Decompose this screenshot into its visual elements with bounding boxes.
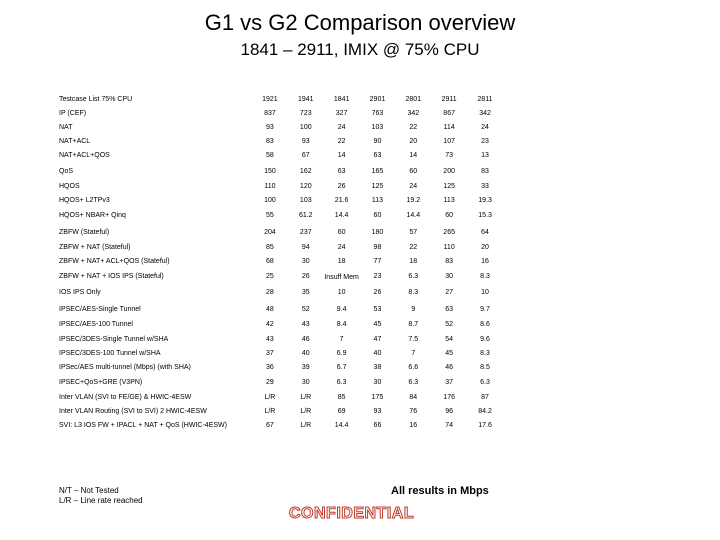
cell-value: 64 (481, 228, 489, 236)
row-label: HQOS+ NBAR+ Qinq (59, 212, 126, 219)
cell-value: 100 (264, 197, 276, 204)
row-label: IP (CEF) (59, 110, 87, 117)
cell-value: 18 (337, 258, 346, 265)
row-label: Inter VLAN (SVI to FE/GE) & HWIC-4ESW (59, 394, 192, 401)
table-header-row (59, 92, 503, 107)
cell-value: 76 (409, 408, 418, 415)
table-row (59, 194, 503, 208)
cell-value: 93 (266, 124, 274, 131)
cell-value: 6.6 (408, 364, 419, 371)
cell-value: 94 (301, 244, 310, 251)
cell-value: 342 (479, 110, 491, 117)
cell-value: 8.6 (480, 321, 490, 328)
row-label: IPSEC+QoS+GRE (V3PN) (59, 379, 143, 386)
cell-value: 175 (371, 394, 384, 401)
cell-value: 69 (337, 408, 346, 415)
cell-value: 63 (373, 152, 382, 159)
cell-value: 24 (337, 244, 346, 251)
table-row (59, 269, 503, 285)
table-row (59, 332, 503, 347)
cell-value: 26 (337, 183, 346, 190)
row-label: NAT+ACL (59, 138, 91, 145)
cell-value: 8.3 (480, 273, 490, 280)
cell-value: 18 (409, 258, 418, 265)
cell-value: 22 (409, 124, 418, 131)
cell-value: 55 (266, 212, 274, 219)
cell-value: 16 (409, 422, 418, 429)
header-model: 2801 (405, 95, 422, 103)
row-label: Inter VLAN Routing (SVI to SVI) 2 HWIC-4ESW (59, 408, 207, 415)
cell-value: 87 (481, 394, 489, 401)
cell-value: L/R (264, 408, 276, 415)
cell-value: 45 (373, 321, 382, 328)
cell-value: 19.2 (406, 197, 421, 204)
cell-value: 7 (339, 335, 344, 343)
header-model: 2901 (369, 95, 386, 103)
header-model: 2911 (441, 95, 457, 103)
cell-value: 763 (371, 110, 384, 117)
cell-value: 85 (266, 244, 274, 251)
row-label: HQOS (59, 183, 80, 190)
row-label: IPSEC/AES-100 Tunnel (59, 321, 133, 328)
cell-value: 43 (301, 321, 310, 328)
cell-value: 52 (301, 305, 310, 313)
table-row (59, 208, 503, 224)
cell-value: 8.7 (408, 321, 419, 328)
cell-value: 165 (371, 167, 384, 175)
cell-value: 342 (407, 110, 420, 117)
cell-value: 327 (335, 110, 348, 117)
cell-value: 25 (266, 273, 274, 280)
cell-value: 96 (445, 408, 454, 415)
cell-value: 14 (337, 152, 346, 159)
row-label: SVI: L3 IOS FW + IPACL + NAT + QoS (HWIC-4ESW) (59, 422, 227, 429)
cell-value: 46 (301, 335, 310, 343)
cell-value: 83 (481, 167, 489, 175)
cell-value: 83 (445, 258, 454, 265)
cell-value: 16 (481, 258, 489, 265)
cell-value: 180 (371, 228, 384, 236)
cell-value: 9.4 (336, 305, 347, 313)
table-row (59, 121, 503, 135)
table-row (59, 301, 503, 318)
cell-value: 107 (443, 138, 455, 145)
cell-value: 26 (373, 289, 382, 296)
footnote-line-rate: L/R – Line rate reached (59, 496, 143, 505)
cell-value: 10 (337, 289, 346, 296)
row-label: HQOS+ L2TPv3 (59, 197, 110, 204)
cell-value: 8.4 (336, 321, 347, 328)
cell-value: 30 (301, 258, 310, 265)
cell-value: 103 (299, 197, 312, 204)
cell-value: 48 (266, 305, 274, 313)
row-label: IPSEC/3DES-100 Tunnel w/SHA (59, 350, 161, 357)
table-row (59, 405, 503, 419)
cell-value: 35 (301, 289, 310, 296)
header-model: 1921 (262, 95, 278, 103)
row-label: ZBFW + NAT + IOS IPS (Stateful) (59, 273, 164, 280)
row-label: NAT (59, 124, 73, 131)
cell-value: 52 (445, 321, 454, 328)
table-row (59, 255, 503, 269)
cell-value: 33 (481, 183, 489, 190)
cell-value: 200 (443, 167, 455, 175)
cell-value: 23 (373, 273, 382, 280)
cell-value: 14.4 (406, 212, 421, 219)
row-label: NAT+ACL+QOS (59, 152, 110, 159)
table-row (59, 375, 503, 391)
cell-value: 162 (299, 167, 312, 175)
cell-value: 113 (371, 197, 384, 204)
cell-value: 8.3 (408, 289, 419, 296)
table-row (59, 347, 503, 361)
cell-value: 114 (443, 124, 455, 131)
header-testcase: Testcase List 75% CPU (59, 95, 133, 103)
cell-value: 40 (301, 350, 310, 357)
cell-value: 100 (299, 124, 312, 131)
cell-value: 84 (409, 394, 418, 401)
cell-value: 14.4 (334, 422, 349, 429)
cell-value: 10 (481, 289, 489, 296)
cell-value: 19.3 (478, 197, 492, 204)
cell-value: 29 (266, 379, 274, 386)
cell-value: 63 (337, 167, 346, 175)
table-row (59, 224, 503, 241)
results-unit-note: All results in Mbps (391, 485, 489, 497)
table-row (59, 149, 503, 163)
row-label: IPSEC/AES-Single Tunnel (59, 305, 141, 313)
table-row (59, 241, 503, 255)
cell-value: 37 (445, 379, 454, 386)
table-row (59, 107, 503, 121)
cell-value: 6.3 (408, 379, 419, 386)
cell-value: 57 (409, 228, 418, 236)
cell-value: 74 (445, 422, 454, 429)
cell-value: 125 (443, 183, 455, 190)
table-row (59, 361, 503, 375)
confidential-stamp: CONFIDENTIAL (289, 505, 415, 522)
cell-value: 66 (373, 422, 382, 429)
cell-value: 38 (373, 364, 382, 371)
cell-value: 61.2 (298, 212, 313, 219)
cell-value: 13 (481, 152, 489, 159)
cell-value: 8.3 (480, 350, 490, 357)
cell-value: 93 (373, 408, 382, 415)
cell-value: 45 (445, 350, 454, 357)
cell-value: 22 (409, 244, 418, 251)
table-row (59, 285, 503, 301)
cell-value: 837 (264, 110, 276, 117)
cell-value: 24 (337, 124, 346, 131)
cell-value: 30 (301, 379, 310, 386)
row-label: IPSec/AES multi-tunnel (Mbps) (with SHA) (59, 364, 191, 371)
cell-value: 176 (443, 394, 455, 401)
cell-value: 22 (337, 138, 346, 145)
cell-value: 21.6 (334, 197, 349, 204)
cell-value: 68 (266, 258, 274, 265)
cell-value: 6.9 (336, 350, 347, 357)
row-label: QoS (59, 167, 74, 175)
cell-value: 60 (337, 228, 346, 236)
cell-value: 20 (481, 244, 489, 251)
cell-value: L/R (264, 394, 276, 401)
cell-value: 84.2 (478, 408, 492, 415)
table-row (59, 419, 503, 433)
row-label: ZBFW (Stateful) (59, 228, 110, 236)
cell-value: 53 (373, 305, 382, 313)
cell-value: L/R (300, 422, 312, 429)
cell-value: 110 (443, 244, 455, 251)
cell-value: 120 (299, 183, 312, 190)
cell-value: 20 (409, 138, 418, 145)
cell-value: 93 (301, 138, 310, 145)
cell-value: 6.3 (408, 273, 419, 280)
header-model: 1941 (297, 95, 314, 103)
cell-value: 46 (445, 364, 454, 371)
table-row (59, 135, 503, 149)
cell-value: 7 (411, 350, 416, 357)
cell-value: 28 (266, 289, 274, 296)
cell-value: 73 (445, 152, 454, 159)
cell-value: 15.3 (478, 212, 492, 219)
cell-value: 265 (443, 228, 455, 236)
cell-value: 7.5 (408, 335, 419, 343)
cell-value: 83 (266, 138, 274, 145)
header-model: 1841 (333, 95, 350, 103)
cell-value: 67 (266, 422, 274, 429)
cell-value: 23 (481, 138, 489, 145)
cell-value: 60 (373, 212, 382, 219)
cell-value: 36 (266, 364, 274, 371)
cell-value: 110 (264, 183, 276, 190)
slide-subtitle: 1841 – 2911, IMIX @ 75% CPU (240, 40, 480, 59)
row-label: ZBFW + NAT (Stateful) (59, 244, 131, 251)
cell-value: 58 (266, 152, 274, 159)
row-label: ZBFW + NAT+ ACL+QOS (Stateful) (59, 258, 170, 265)
cell-value: L/R (300, 408, 312, 415)
cell-value: 39 (301, 364, 310, 371)
cell-value: 67 (301, 152, 310, 159)
cell-value: 85 (337, 394, 346, 401)
cell-value: Insuff Mem (324, 273, 359, 281)
cell-value: 723 (299, 110, 312, 117)
cell-value: 14 (409, 152, 418, 159)
cell-value: 77 (373, 258, 382, 265)
cell-value: 17.6 (478, 422, 492, 429)
cell-value: 9 (411, 305, 416, 313)
cell-value: 9.7 (480, 305, 490, 313)
cell-value: 6.3 (336, 379, 347, 386)
cell-value: L/R (300, 394, 312, 401)
cell-value: 24 (409, 183, 418, 190)
cell-value: 150 (264, 167, 276, 175)
cell-value: 98 (373, 244, 382, 251)
cell-value: 47 (373, 335, 382, 343)
cell-value: 37 (266, 350, 274, 357)
comparison-table (59, 92, 503, 433)
cell-value: 103 (371, 124, 384, 131)
slide-title: G1 vs G2 Comparison overview (204, 10, 516, 35)
cell-value: 30 (373, 379, 382, 386)
cell-value: 237 (299, 228, 312, 236)
row-label: IOS IPS Only (59, 289, 101, 296)
cell-value: 63 (445, 305, 454, 313)
footnote-not-tested: N/T – Not Tested (59, 486, 119, 495)
cell-value: 9.6 (480, 335, 490, 343)
cell-value: 8.5 (480, 364, 490, 371)
cell-value: 113 (443, 197, 455, 204)
table-row (59, 163, 503, 180)
table-row (59, 180, 503, 194)
cell-value: 6.3 (480, 379, 490, 386)
cell-value: 90 (373, 138, 382, 145)
header-model: 2811 (477, 95, 493, 103)
table-row (59, 318, 503, 332)
cell-value: 54 (445, 335, 454, 343)
cell-value: 204 (264, 228, 276, 236)
cell-value: 24 (481, 124, 489, 131)
cell-value: 42 (266, 321, 274, 328)
table-row (59, 391, 503, 405)
row-label: IPSEC/3DES-Single Tunnel w/SHA (59, 335, 169, 343)
cell-value: 60 (445, 212, 454, 219)
cell-value: 60 (409, 167, 418, 175)
cell-value: 26 (301, 273, 310, 280)
cell-value: 40 (373, 350, 382, 357)
cell-value: 6.7 (336, 364, 347, 371)
cell-value: 27 (445, 289, 454, 296)
cell-value: 30 (445, 273, 454, 280)
cell-value: 14.4 (334, 212, 349, 219)
footnotes (59, 486, 143, 506)
cell-value: 867 (443, 110, 455, 117)
cell-value: 125 (371, 183, 384, 190)
cell-value: 43 (266, 335, 274, 343)
